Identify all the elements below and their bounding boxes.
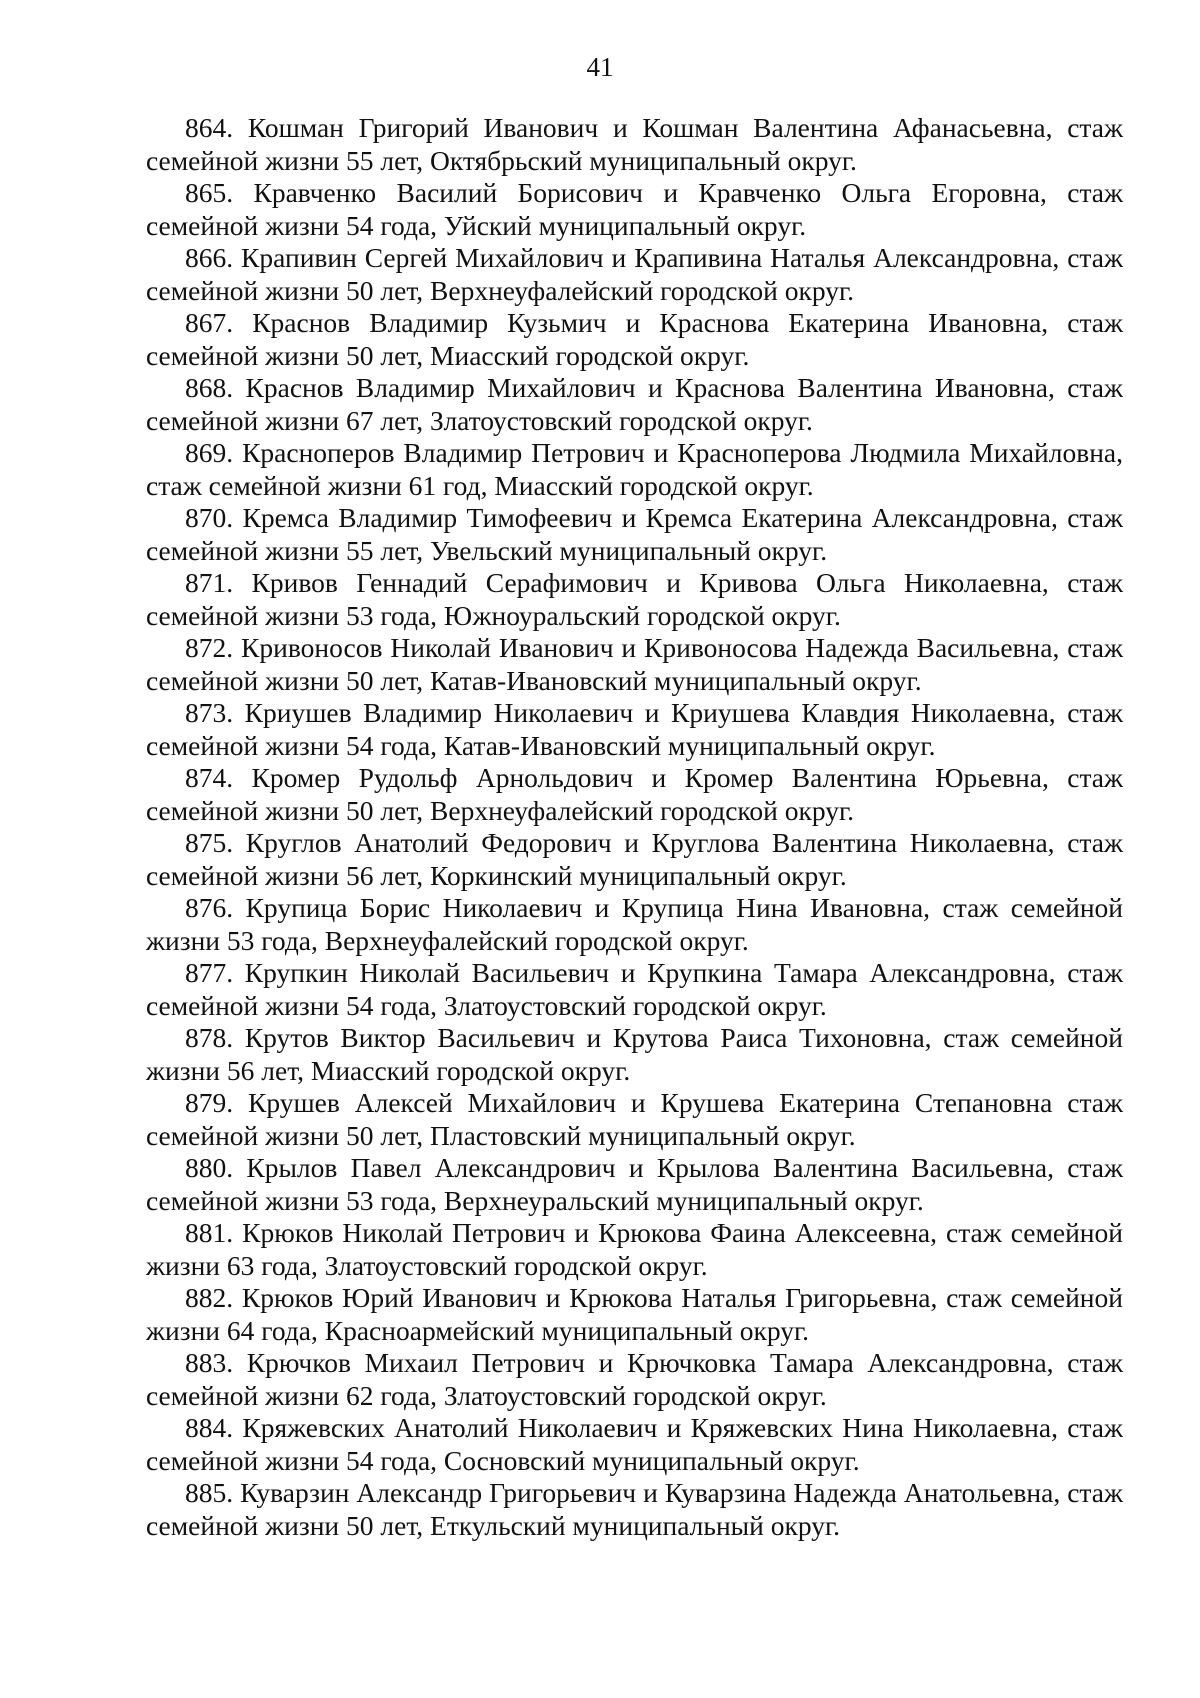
list-item-878: 878. Крутов Виктор Васильевич и Крутова Раиса Тихоновна, стаж семейной жизни 56 лет, Миасский городской округ. (146, 1022, 1123, 1086)
list-item-874: 874. Кромер Рудольф Арнольдович и Кромер Валентина Юрьевна, стаж семейной жизни 50 лет, Верхнеуфалейский городской округ. (146, 762, 1123, 826)
list-item-871: 871. Кривов Геннадий Серафимович и Кривова Ольга Николаевна, стаж семейной жизни 53 года, Южноуральский городской округ. (146, 567, 1123, 631)
list-item-866: 866. Крапивин Сергей Михайлович и Крапивина Наталья Александровна, стаж семейной жизни 50 лет, Верхнеуфалейский городской округ. (146, 242, 1123, 306)
list-item-882: 882. Крюков Юрий Иванович и Крюкова Наталья Григорьевна, стаж семейной жизни 64 года, Красноармейский муниципальный округ. (146, 1282, 1123, 1346)
list-item-869: 869. Красноперов Владимир Петрович и Красноперова Людмила Михайловна, стаж семейной жизни 61 год, Миасский городской округ. (146, 437, 1123, 501)
list-item-865: 865. Кравченко Василий Борисович и Кравченко Ольга Егоровна, стаж семейной жизни 54 года, Уйский муниципальный округ. (146, 177, 1123, 241)
list-item-880: 880. Крылов Павел Александрович и Крылова Валентина Васильевна, стаж семейной жизни 53 года, Верхнеуральский муниципальный округ. (146, 1152, 1123, 1216)
list-item-879: 879. Крушев Алексей Михайлович и Крушева Екатерина Степановна стаж семейной жизни 50 лет, Пластовский муниципальный округ. (146, 1087, 1123, 1151)
list-item-864: 864. Кошман Григорий Иванович и Кошман Валентина Афанасьевна, стаж семейной жизни 55 лет, Октябрьский муниципальный округ. (146, 112, 1123, 176)
page-number: 41 (586, 52, 614, 82)
list-item-876: 876. Крупица Борис Николаевич и Крупица Нина Ивановна, стаж семейной жизни 53 года, Верхнеуфалейский городской округ. (146, 892, 1123, 956)
list-item-875: 875. Круглов Анатолий Федорович и Круглова Валентина Николаевна, стаж семейной жизни 56 лет, Коркинский муниципальный округ. (146, 827, 1123, 891)
list-item-870: 870. Кремса Владимир Тимофеевич и Кремса Екатерина Александровна, стаж семейной жизни 55 лет, Увельский муниципальный округ. (146, 502, 1123, 566)
entry-list (146, 112, 1123, 1542)
list-item-883: 883. Крючков Михаил Петрович и Крючковка Тамара Александровна, стаж семейной жизни 62 года, Златоустовский городской округ. (146, 1347, 1123, 1411)
list-item-872: 872. Кривоносов Николай Иванович и Кривоносова Надежда Васильевна, стаж семейной жизни 50 лет, Катав-Ивановский муниципальный округ. (146, 632, 1123, 696)
list-item-877: 877. Крупкин Николай Васильевич и Крупкина Тамара Александровна, стаж семейной жизни 54 года, Златоустовский городской округ. (146, 957, 1123, 1021)
list-item-881: 881. Крюков Николай Петрович и Крюкова Фаина Алексеевна, стаж семейной жизни 63 года, Златоустовский городской округ. (146, 1217, 1123, 1281)
list-item-873: 873. Криушев Владимир Николаевич и Криушева Клавдия Николаевна, стаж семейной жизни 54 года, Катав-Ивановский муниципальный округ. (146, 697, 1123, 761)
list-item-885: 885. Куварзин Александр Григорьевич и Куварзина Надежда Анатольевна, стаж семейной жизни 50 лет, Еткульский муниципальный округ. (146, 1477, 1123, 1541)
list-item-867: 867. Краснов Владимир Кузьмич и Краснова Екатерина Ивановна, стаж семейной жизни 50 лет, Миасский городской округ. (146, 307, 1123, 371)
list-item-868: 868. Краснов Владимир Михайлович и Краснова Валентина Ивановна, стаж семейной жизни 67 лет, Златоустовский городской округ. (146, 372, 1123, 436)
list-item-884: 884. Кряжевских Анатолий Николаевич и Кряжевских Нина Николаевна, стаж семейной жизни 54 года, Сосновский муниципальный округ. (146, 1412, 1123, 1476)
